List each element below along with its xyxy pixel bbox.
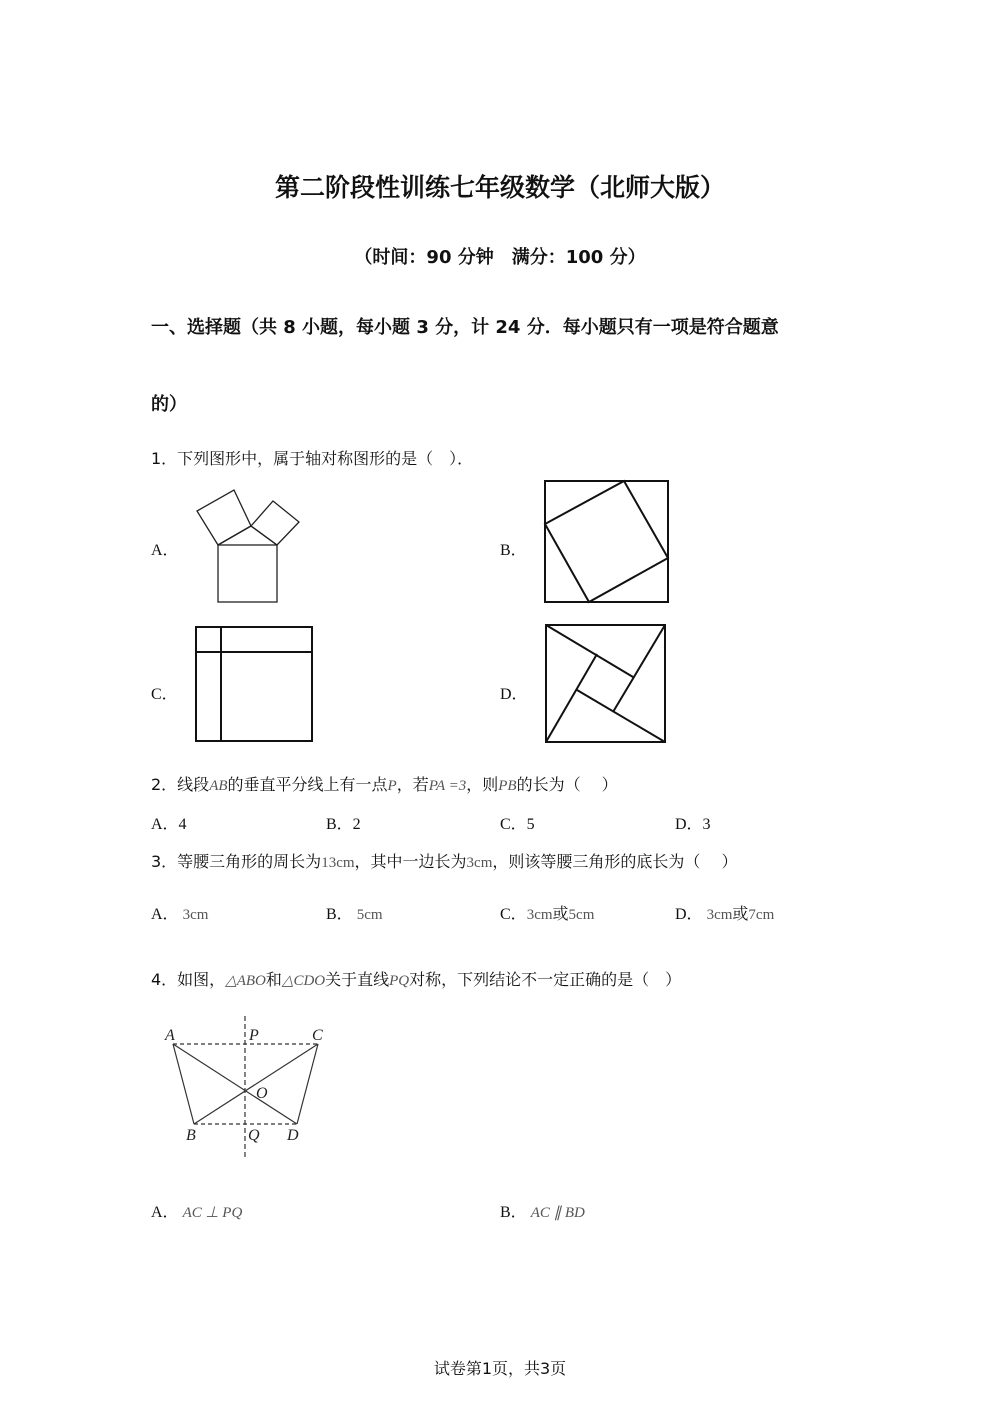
q2-option-c: C．5 [500,816,535,833]
q3-option-a [151,901,208,924]
question-1-stem: 1．下列图形中，属于轴对称图形的是（ ）． [151,449,474,468]
section-heading-cont: 的） [151,394,187,415]
q2-text: ，则 [466,775,499,794]
point-label-o: O [256,1085,268,1102]
option-value: 5cm [568,907,595,923]
q4-math-cdo: △CDO [281,973,326,989]
q3-option-d [675,901,774,924]
q3-text: ，其中一边长为 [354,852,467,871]
option-expr: AC ∥ BD [530,1205,585,1221]
q1-option-b-label: B． [500,542,527,559]
question-2-stem [151,772,618,795]
option-or: 或 [732,904,749,923]
q1-figure-b [544,480,670,604]
option-label: A． [151,1204,179,1221]
q1-figure-c [195,626,314,743]
point-label-d: D [287,1127,299,1144]
option-label: C． [500,906,527,923]
page-footer: 试卷第1页，共3页 [433,1359,567,1378]
q4-math-abo: △ABO [225,973,266,989]
question-3-stem [151,849,737,872]
point-label-q: Q [248,1127,260,1144]
q2-text: 的垂直平分线上有一点 [227,775,388,794]
section-heading: 一、选择题（共 8 小题，每小题 3 分，计 24 分．每小题只有一项是符合题意 [151,317,779,338]
q3-text: ，则该等腰三角形的底长为（ ） [492,852,738,871]
option-value: 3cm [706,907,733,923]
option-value: 7cm [748,907,775,923]
option-label: B． [500,1204,527,1221]
option-value: 3cm [182,907,209,923]
option-value: 3cm [526,907,553,923]
option-value: 5cm [356,907,383,923]
q2-math-pa: PA =3 [428,778,467,794]
q3-math-side: 3cm [466,855,493,871]
q2-math-ab: AB [209,778,228,794]
q2-math-pb: PB [498,778,517,794]
point-label-b: B [186,1127,196,1144]
page-title: 第二阶段性训练七年级数学（北师大版） [274,173,725,202]
option-expr: AC ⊥ PQ [182,1205,243,1221]
segment-ad [173,1044,297,1124]
q4-text: 4．如图， [151,970,226,989]
q1-figure-d [545,624,667,744]
q4-text: 和 [265,970,282,989]
q3-text: 3．等腰三角形的周长为 [151,852,322,871]
q1-option-d-label: D． [500,686,528,703]
segment-cb [194,1044,318,1124]
q2-text: ，若 [396,775,429,794]
q3-option-b [326,901,383,924]
q3-math-perimeter: 13cm [321,855,355,871]
q4-text: 对称，下列结论不一定正确的是（ ） [409,970,682,989]
q4-figure [160,1012,340,1162]
q4-option-a [151,1199,242,1222]
q2-text: 的长为（ ） [516,775,618,794]
q2-option-d: D．3 [675,816,711,833]
q2-option-a: A．4 [151,816,187,833]
q1-option-a-label: A． [151,542,179,559]
point-label-a: A [165,1027,175,1044]
point-label-c: C [312,1027,323,1044]
q2-text: 2．线段 [151,775,210,794]
option-or: 或 [552,904,569,923]
option-label: B． [326,906,353,923]
q2-math-p: P [387,778,397,794]
q1-option-c-label: C． [151,686,178,703]
q4-math-pq: PQ [389,973,410,989]
q2-option-b: B．2 [326,816,361,833]
q4-text: 关于直线 [325,970,390,989]
point-label-p: P [249,1027,259,1044]
q4-option-b [500,1199,585,1222]
q1-figure-a [190,485,310,610]
q3-option-c [500,901,594,924]
question-4-stem [151,967,681,990]
option-label: D． [675,906,703,923]
option-label: A． [151,906,179,923]
exam-time-info: （时间：90 分钟 满分：100 分） [354,247,646,268]
